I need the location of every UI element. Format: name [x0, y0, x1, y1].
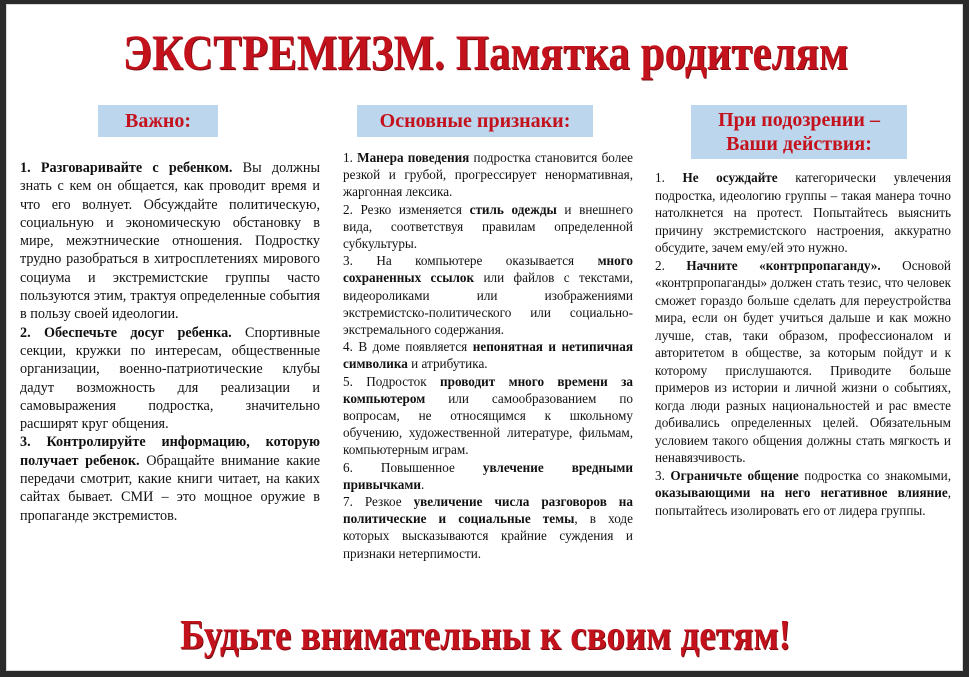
item-text: Обращайте внимание какие передачи смотрит, какие книги читает, на каких сайтах бывает. СМИ – это мощное оружие в пропаганде экстремистов. [20, 452, 320, 524]
column-body [20, 159, 320, 525]
list-item [20, 324, 320, 434]
list-item [20, 433, 320, 524]
list-item: 2. Резко изменяется стиль одежды и внешнего вида, соответствуя правилам определенной субкультуры. [343, 201, 633, 252]
column-body [343, 149, 633, 562]
footer-slogan: Будьте внимательны к своим детям! [180, 613, 791, 659]
list-item: 4. В доме появляется непонятная и нетипичная символика и атрибутика. [343, 339, 633, 372]
list-item: 1. Манера поведения подростка становится более резкой и грубой, прогрессирует ненормативная, жаргонная лексика. [343, 150, 633, 200]
column-important [20, 105, 320, 525]
list-item: 5. Подросток проводит много времени за компьютером или самообразованием по вопросам, не относящимся к школьному обучению, художественной литературе, фильмам, компьютерным играм. [343, 373, 634, 458]
column-actions [655, 105, 951, 519]
column-signs [343, 105, 633, 562]
item-text: Вы должны знать с кем он общается, как проводит время и что его волнует. Обсуждайте политическую, социальную и экономическую обстановку в мире, межэтнические отношения. Подростку трудно разобраться в хитросплетениях мирового социума и экстремистские группы часто пользуются этим, трактуя определенные события в пользу своей идеологии. [20, 160, 320, 323]
page-title: ЭКСТРЕМИЗМ. Памятка родителям [122, 24, 849, 80]
column-heading: При подозрении – Ваши действия: [691, 105, 907, 159]
list-item: 3. На компьютере оказывается много сохраненных ссылок или файлов с текстами, видеороликами или изображениями экстремистско-политического или социально-экстремального содержания. [343, 253, 633, 338]
list-item: 7. Резкое увеличение числа разговоров на политические и социальные темы, в ходе которых высказываются крайние суждения и признаки нетерпимости. [343, 494, 633, 561]
memo-sheet [6, 4, 963, 671]
item-lead: Обеспечьте досуг ребенка. [43, 324, 232, 341]
item-text: Спортивные секции, кружки по интересам, общественные организации, военно-патриотические клубы дадут возможность для реализации и самовыражения подростка, значительно расширят круг общения. [20, 324, 320, 433]
list-item: 2. Начните «контрпропаганду». Основой «контрпропаганды» должен стать тезис, что человек сможет гораздо больше сделать для переустройства мира, если он будет учиться дальше и как можно лучше, став, таки образом, профессионалом и авторитетом в обществе, за которым пойдут и к которому прислушаются. Приводите больше примеров из истории и личной жизни о событиях, когда люди разных национальностей и рас вместе добивались определенных целей. Обязательным условием такого общения должны стать мягкость и ненавязчивость. [655, 257, 951, 465]
list-item: 6. Повышенное увлечение вредными привычками. [343, 459, 634, 492]
item-number: 2. [20, 324, 31, 341]
item-lead: Разговаривайте с ребенком. [40, 160, 233, 176]
list-item: 1. Не осуждайте категорически увлечения подростка, идеологию группы – такая манера точно натолкнется на протест. Попытайтесь выяснить причину экстремистского настроения, аккуратно обсудите, зачем ему/ей это нужно. [655, 170, 952, 255]
item-number: 1. [20, 160, 31, 176]
column-body [655, 169, 951, 519]
list-item [20, 159, 320, 324]
column-heading: Важно: [98, 105, 218, 137]
column-heading: Основные признаки: [357, 105, 593, 137]
list-item: 3. Ограничьте общение подростка со знакомыми, оказывающими на него негативное влияние, попытайтесь изолировать его от лидера группы. [655, 467, 951, 518]
item-lead: Контролируйте информацию, которую получает ребенок. [20, 434, 321, 469]
item-number: 3. [20, 434, 31, 451]
